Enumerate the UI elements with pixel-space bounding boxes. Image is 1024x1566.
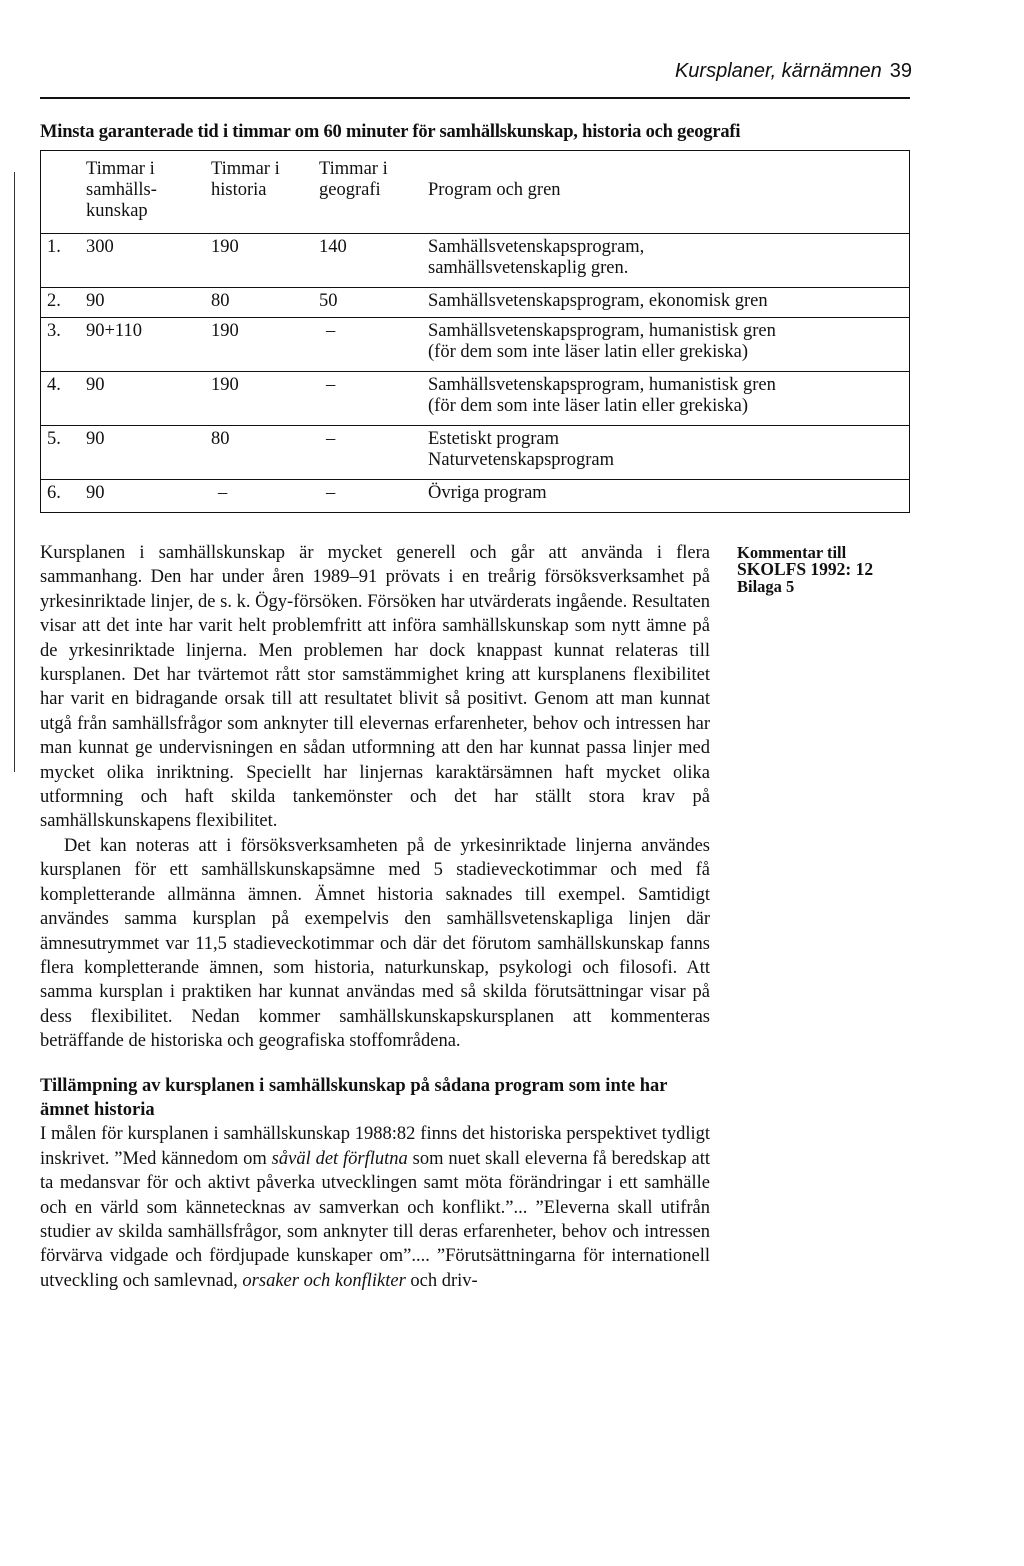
page-number: 39 [889, 60, 912, 82]
running-title: Kursplaner, kärnämnen [674, 60, 882, 82]
row-number: 5. [47, 429, 61, 449]
row-number: 3. [47, 321, 61, 341]
margin-note [737, 544, 917, 595]
cell-geografi: – [326, 375, 336, 395]
italic-run: orsaker och konflikter [242, 1270, 406, 1291]
cell-geografi: 140 [319, 237, 347, 257]
col-header-samhallskunskap [86, 159, 157, 222]
cell-historia: 80 [211, 429, 230, 449]
program-line: Samhällsvetenskapsprogram, ekonomisk gren [428, 291, 768, 311]
cell-program [428, 375, 776, 417]
row-number: 6. [47, 483, 61, 503]
text-run: som nuet skall eleverna få beredskap att ta medansvar för och aktivt påverka utvecklingen samt möta förändringar i ett samhälle och en värld som kännetecknas av samverkan och konflikt.”... ”Eleverna skall utifrån studier av skilda samhällsfrågor, som anknyter till deras erfarenheter, behov och intressen förvärva vidgade och fördjupade kunskaper om”.... ”Förutsättningarna för internationell utveckling och samlevnad, [40, 1148, 710, 1291]
program-line: Övriga program [428, 483, 547, 503]
cell-geografi: 50 [319, 291, 338, 311]
col-header-program: Program och gren [428, 180, 561, 200]
margin-note-reference: SKOLFS 1992: 12 [737, 559, 874, 579]
cell-historia: 190 [211, 375, 239, 395]
cell-program [428, 291, 768, 312]
margin-note-line: Bilaga 5 [737, 577, 795, 596]
col-header-line: Timmar i [319, 159, 388, 179]
program-line: Naturvetenskapsprogram [428, 450, 614, 470]
col-header-line: Timmar i [211, 159, 280, 179]
cell-historia: 190 [211, 237, 239, 257]
paragraph [40, 1122, 710, 1293]
header-rule [40, 97, 910, 99]
text-run: I målen för kursplanen i samhällskunskap 1988:82 finns det historiska perspektivet tydligt inskrivet. ”Med kännedom om [40, 1124, 710, 1169]
col-header-line: kunskap [86, 201, 148, 221]
cell-program [428, 483, 547, 504]
italic-run: såväl det förflutna [271, 1148, 408, 1169]
program-line: (för dem som inte läser latin eller grekiska) [428, 396, 749, 416]
cell-historia: 80 [211, 291, 230, 311]
col-header-line: geografi [319, 180, 381, 200]
cell-samhallskunskap: 90 [86, 483, 105, 503]
row-divider [41, 233, 909, 234]
body-text [40, 541, 710, 1293]
program-line: Estetiskt program [428, 429, 560, 449]
cell-program [428, 321, 776, 363]
text-run: och driv- [405, 1270, 478, 1291]
row-divider [41, 479, 909, 480]
row-divider [41, 317, 909, 318]
paragraph: Det kan noteras att i försöksverksamheten på de yrkesinriktade linjerna användes kursplanen för ett samhällskunskapsämne med 5 stadieveckotimmar och med få kompletterande allmänna ämnen. Ämnet historia saknades till exempel. Samtidigt användes samma kursplan på exempelvis den samhällsvetenskapliga linjen där ämnesutrymmet var 11,5 stadieveckotimmar och där det förutom samhällskunskap fanns flera kompletterande ämnen, som historia, naturkunskap, psykologi och filosofi. Att samma kursplan i praktiken har kunnat användas med så skilda förutsättningar visar på dess flexibilitet. Nedan kommer samhällskunskapskursplanen att kommenteras beträffande de historiska och geografiska stoffområdena. [40, 835, 710, 1052]
running-header [675, 60, 912, 83]
table-title: Minsta garanterade tid i timmar om 60 minuter för samhällskunskap, historia och geografi [40, 122, 741, 142]
row-number: 2. [47, 291, 61, 311]
program-line: (för dem som inte läser latin eller grekiska) [428, 342, 749, 362]
row-number: 4. [47, 375, 61, 395]
cell-samhallskunskap: 90 [86, 429, 105, 449]
col-header-line: Timmar i [86, 159, 155, 179]
cell-geografi: – [326, 483, 336, 503]
program-line: samhällsvetenskaplig gren. [428, 258, 629, 278]
cell-samhallskunskap: 90+110 [86, 321, 142, 341]
program-line: Samhällsvetenskapsprogram, humanistisk gren [428, 321, 776, 341]
paragraph: Kursplanen i samhällskunskap är mycket generell och går att använda i flera sammanhang. Den har under åren 1989–91 prövats i en treårig försöksverksamhet på yrkesinriktade linjer, de s. k. Ögy-försöken. Försöken har utvärderats ingående. Resultaten visar att det inte har varit helt problemfritt att införa samhällskunskap som nytt ämne på de yrkesinriktade linjerna. Men problemen har dock knappast kunnat relateras till kursplanen. Det har tvärtemot rått stor samstämmighet kring att kursplanens flexibilitet har varit en bidragande orsak till att resultatet blivit så positivt. Genom att man kunnat utgå från samhällsfrågor som anknyter till elevernas erfarenheter, behov och intressen har man kunnat ge undervisningen en sådan utformning att den har kunnat passa linjer med mycket olika inriktning. Speciellt har linjernas karaktärsämnen haft mycket olika utformning och haft skilda tankemönster och det har ställt stora krav på samhällskunskapens flexibilitet. [40, 543, 710, 832]
cell-samhallskunskap: 90 [86, 375, 105, 395]
section-heading: Tillämpning av kursplanen i samhällskunskap på sådana program som inte har ämnet historia [40, 1075, 668, 1120]
cell-geografi: – [326, 429, 336, 449]
cell-samhallskunskap: 300 [86, 237, 114, 257]
row-divider [41, 425, 909, 426]
program-line: Samhällsvetenskapsprogram, [428, 237, 645, 257]
col-header-geografi [319, 159, 388, 201]
col-header-historia [211, 159, 280, 201]
row-number: 1. [47, 237, 61, 257]
cell-samhallskunskap: 90 [86, 291, 105, 311]
cell-program [428, 237, 644, 279]
cell-historia: – [218, 483, 228, 503]
margin-note-line: Kommentar till [737, 543, 847, 562]
row-divider [41, 287, 909, 288]
col-header-line: historia [211, 180, 267, 200]
program-line: Samhällsvetenskapsprogram, humanistisk gren [428, 375, 776, 395]
hours-table [40, 150, 910, 513]
row-divider [41, 371, 909, 372]
cell-historia: 190 [211, 321, 239, 341]
col-header-line: samhälls- [86, 180, 157, 200]
margin-bar [14, 172, 15, 772]
cell-program [428, 429, 614, 471]
cell-geografi: – [326, 321, 336, 341]
